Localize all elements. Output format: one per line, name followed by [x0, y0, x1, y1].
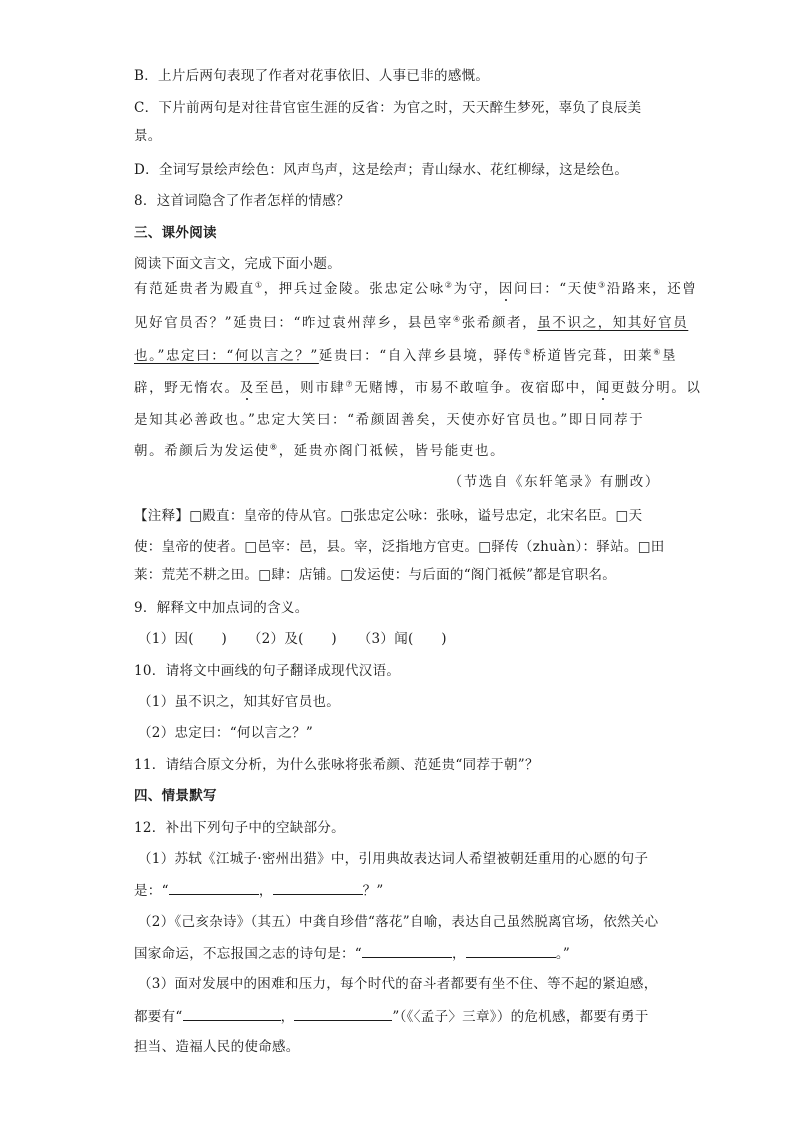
- notes-line-1: 【注释】□殿直：皇帝的侍从官。□张忠定公咏：张咏，谥号忠定，北宋名臣。□天: [134, 508, 643, 524]
- option-b: B．上片后两句表现了作者对花事依旧、人事已非的感慨。: [134, 68, 490, 84]
- dotted-word-wen: 闻: [595, 380, 611, 396]
- passage-line-3: 也。”忠定曰：“何以言之？”延贵曰：“自入萍乡县境，驿传⑤桥道皆完葺，田莱⑥垦: [134, 347, 678, 364]
- underlined-sentence-1: 虽不识之，知其好官员: [537, 315, 689, 331]
- question-9-items: （1）因( ) （2）及( ) （3）闻( ): [138, 631, 447, 647]
- question-10: 10．请将文中画线的句子翻译成现代汉语。: [134, 663, 401, 679]
- reading-intro: 阅读下面文言文，完成下面小题。: [134, 256, 341, 272]
- answer-blank[interactable]: [273, 880, 363, 895]
- underlined-sentence-2: 也。”忠定曰：“何以言之？”: [134, 348, 319, 364]
- question-12-item-2-blanks: 国家命运，不忘报国之志的诗句是：“ ， 。”: [134, 943, 664, 964]
- answer-blank[interactable]: [169, 880, 259, 895]
- question-8: 8．这首词隐含了作者怎样的情感？: [134, 193, 350, 209]
- passage-source: （节选自《东轩笔录》有删改）: [448, 474, 660, 490]
- question-12-item-3-blanks: 都要有“ ， ”（《〈孟子〉三章》）的危机感，都要有勇于: [134, 1006, 664, 1027]
- option-c-line2: 景。: [134, 128, 162, 144]
- question-12-item-2: （2）《己亥杂诗》（其五）中龚自珍借“落花”自喻，表达自己虽然脱离官场，依然关心: [138, 914, 659, 930]
- passage-line-5: 是知其必善政也。”忠定大笑曰：“希颜固善矣，天使亦好官员也。”即日同荐于: [134, 412, 645, 428]
- option-c-line1: C．下片前两句是对往昔官宦生涯的反省：为官之时，天天醉生梦死，辜负了良辰美: [134, 100, 642, 116]
- question-12-item-3: （3）面对发展中的困难和压力，每个时代的奋斗者都要有坐不住、等不起的紧迫感，: [138, 976, 658, 992]
- notes-line-3: 莱：荒芜不耕之田。□肆：店铺。□发运使：与后面的“阁门祗候”都是官职名。: [134, 567, 617, 583]
- dotted-word-ji: 及: [239, 380, 255, 396]
- answer-blank[interactable]: [294, 1006, 392, 1021]
- answer-blank[interactable]: [362, 943, 452, 958]
- passage-line-6: 朝。希颜后为发运使⑧，延贵亦阁门祗候，皆号能吏也。: [134, 442, 506, 459]
- question-11: 11．请结合原文分析，为什么张咏将张希颜、范延贵“同荐于朝”？: [134, 757, 539, 773]
- section-heading-4: 四、情景默写: [134, 788, 217, 804]
- section-heading-3: 三、课外阅读: [134, 225, 217, 241]
- question-12: 12．补出下列句子中的空缺部分。: [134, 820, 345, 836]
- question-12-item-3-end: 担当、造福人民的使命感。: [134, 1039, 300, 1055]
- question-10-item-2: （2）忠定曰：“何以言之？”: [138, 725, 314, 741]
- question-9: 9．解释文中加点词的含义。: [134, 600, 309, 616]
- notes-line-2: 使：皇帝的使者。□邑宰：邑，县。宰，泛指地方官吏。□驿传（zhuàn）：驿站。□田: [134, 539, 665, 555]
- answer-blank[interactable]: [183, 1006, 281, 1021]
- answer-blank[interactable]: [466, 943, 556, 958]
- question-12-item-1-blanks: 是：“ ， ？”: [134, 880, 664, 901]
- question-12-item-1: （1）苏轼《江城子·密州出猎》中，引用典故表达词人希望被朝廷重用的心愿的句子: [138, 851, 649, 867]
- passage-line-4: 辟，野无惰农。及至邑，则市肆⑦无赌博，市易不敢喧争。夜宿邸中，闻更鼓分明。以: [134, 379, 702, 396]
- option-d: D．全词写景绘声绘色：风声鸟声，这是绘声；青山绿水、花红柳绿，这是绘色。: [134, 162, 629, 178]
- passage-line-1: 有范延贵者为殿直①，押兵过金陵。张忠定公咏②为守，因问曰：“天使③沿路来，还曾: [134, 280, 698, 297]
- dotted-word-yin: 因: [498, 281, 514, 297]
- question-10-item-1: （1）虽不识之，知其好官员也。: [138, 694, 341, 710]
- passage-line-2: 见好官员否？”延贵曰：“昨过袁州萍乡，县邑宰④张希颜者，虽不识之，知其好官员: [134, 314, 689, 331]
